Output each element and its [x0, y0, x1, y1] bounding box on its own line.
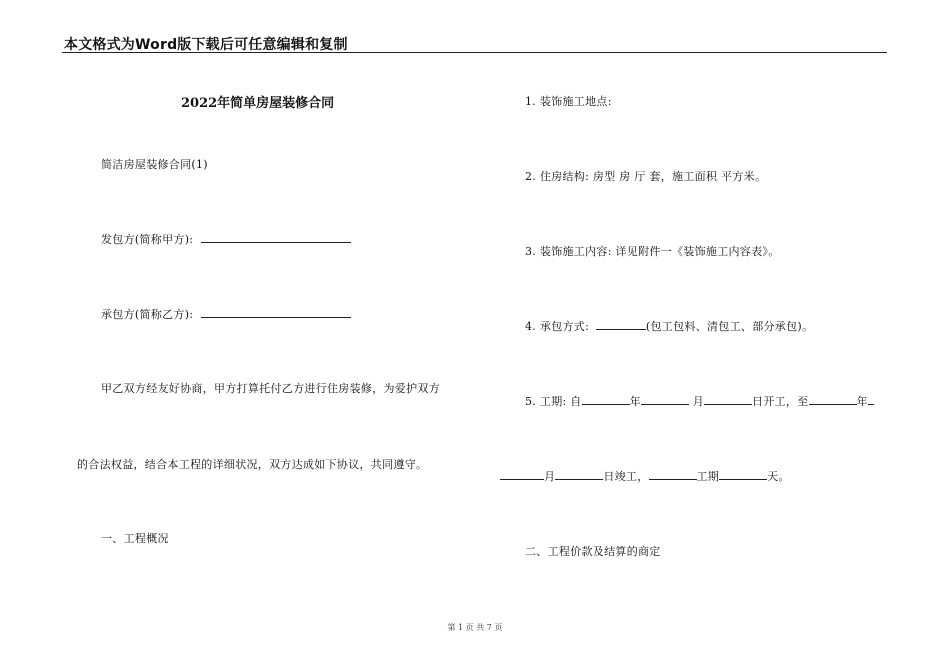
party-a-line	[101, 231, 351, 247]
start-month-blank	[641, 393, 689, 405]
item-1-location: 1. 装饰施工地点:	[525, 95, 612, 108]
item-2-structure: 2. 住房结构: 房型 房 厅 套，施工面积 平方米。	[525, 170, 767, 183]
party-b-label: 承包方(简称乙方):	[101, 308, 194, 321]
end-day-unit: 日竣工，	[603, 470, 649, 483]
item-3-content: 3. 装饰施工内容: 详见附件一《装饰施工内容表》。	[525, 245, 780, 258]
section-2-heading: 二、工程价款及结算的商定	[525, 545, 661, 558]
period-blank	[649, 468, 697, 480]
end-year-trailing-blank	[868, 393, 874, 405]
intro-paragraph-line2: 的合法权益，结合本工程的详细状况，双方达成如下协议，共同遵守。	[77, 458, 428, 471]
item-4-contract-type	[525, 318, 813, 334]
item-5-duration	[525, 393, 874, 409]
end-day-blank	[555, 468, 603, 480]
start-year-unit: 年	[629, 395, 641, 408]
start-year-blank	[582, 393, 630, 405]
intro-paragraph-line1: 甲乙双方经友好协商，甲方打算托付乙方进行住房装修，为爱护双方	[101, 382, 440, 395]
end-month-blank	[500, 468, 544, 480]
section-1-heading: 一、工程概况	[101, 532, 169, 545]
start-day-unit: 日开工，至	[752, 395, 809, 408]
period-label: 工期	[696, 470, 720, 483]
days-unit: 天。	[767, 470, 790, 483]
header-divider	[62, 52, 887, 53]
days-blank	[719, 468, 767, 480]
party-a-label: 发包方(简称甲方):	[101, 233, 194, 246]
end-year-blank	[809, 393, 857, 405]
start-day-blank	[704, 393, 752, 405]
start-month-unit: 月	[692, 395, 705, 408]
party-b-blank	[201, 306, 351, 318]
party-a-blank	[201, 231, 351, 243]
page-indicator: 第 1 页 共 7 页	[447, 623, 503, 632]
item-5-duration-continued	[500, 468, 790, 484]
end-year-unit: 年	[856, 395, 868, 408]
contract-subtitle: 简洁房屋装修合同(1)	[101, 158, 208, 171]
item-5-label: 5. 工期: 自	[525, 395, 582, 408]
item-4-options: (包工包料、清包工、部分承包)。	[645, 320, 814, 333]
item-4-label: 4. 承包方式:	[525, 320, 590, 333]
party-b-line	[101, 306, 351, 322]
item-4-blank	[596, 318, 646, 330]
document-title: 2022年简单房屋装修合同	[181, 96, 335, 111]
end-month-unit: 月	[544, 470, 556, 483]
header-banner: 本文格式为Word版下载后可任意编辑和复制	[64, 37, 348, 53]
